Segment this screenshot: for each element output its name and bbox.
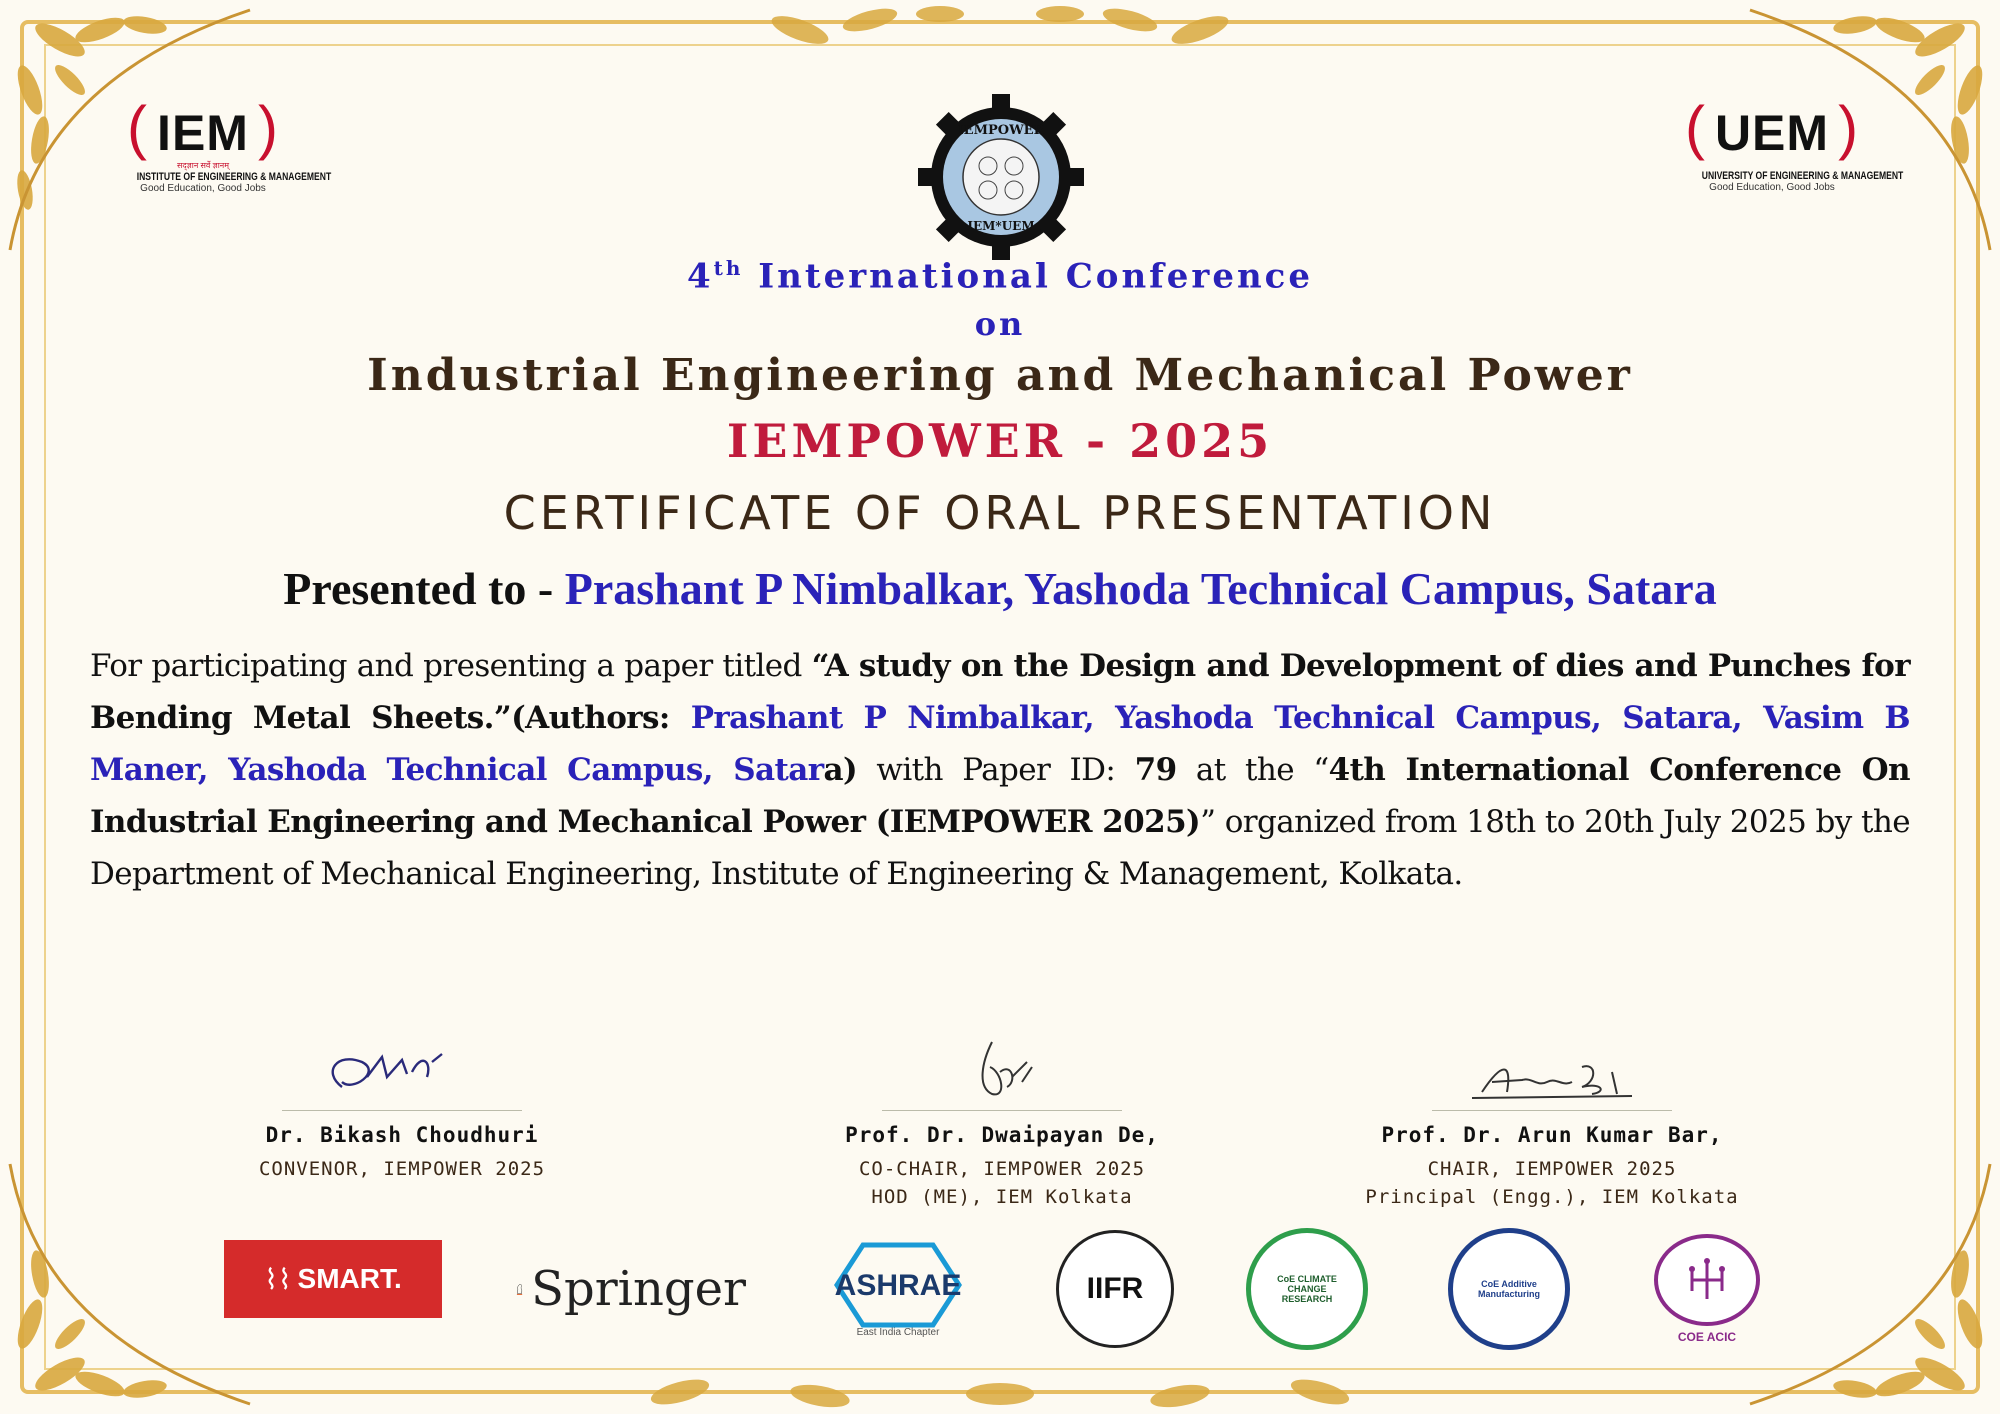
dna-icon: ⌇⌇ xyxy=(264,1263,292,1295)
iem-tagline: Good Education, Good Jobs xyxy=(140,183,266,194)
signature-line xyxy=(1432,1110,1672,1111)
paper-id: 79 xyxy=(1134,752,1177,788)
iempower-gear-emblem xyxy=(918,94,1084,260)
conference-on: on xyxy=(974,305,1026,343)
smart-logo-text: SMART. xyxy=(297,1263,402,1294)
conference-short-name: IEMPOWER - 2025 xyxy=(726,414,1274,468)
iem-logo-text: IEM xyxy=(157,105,249,161)
ashrae-hexagon-icon xyxy=(833,1241,963,1331)
certificate-body xyxy=(90,640,1910,900)
coe-acic-logo xyxy=(1654,1234,1760,1344)
signature-arun xyxy=(1432,1032,1672,1104)
edition-suffix: th xyxy=(713,256,744,280)
springer-logo-text: Springer xyxy=(531,1261,746,1317)
signatory-role: CONVENOR, IEMPOWER 2025 xyxy=(258,1158,546,1180)
signatory-name: Prof. Dr. Arun Kumar Bar, xyxy=(1381,1123,1723,1147)
organized-details: ” organized from 18th to 20th July 2025 by the Department of Mechanical Engineering, Institute of Engineering & Management, Kolkata. xyxy=(90,804,1910,892)
signature-bikash xyxy=(282,1032,522,1104)
coe-additive-seal xyxy=(1448,1228,1570,1350)
floral-bottom-center xyxy=(620,1344,1380,1414)
signatory-role-line-1: CHAIR, IEMPOWER 2025 xyxy=(1427,1158,1677,1180)
authors-open: (Authors: xyxy=(511,700,691,736)
iem-motto: सद्‌ज्ञान सर्वे ज्ञानम् xyxy=(176,161,230,170)
conference-name: Industrial Engineering and Mechanical Power xyxy=(367,350,1633,401)
paper-id-label: with Paper ID: xyxy=(857,752,1135,788)
signatory-co-chair xyxy=(792,1032,1212,1211)
signatory-chair xyxy=(1342,1032,1762,1211)
ashrae-sub-text: East India Chapter xyxy=(856,1326,940,1338)
signatory-role xyxy=(792,1155,1212,1211)
signatory-name: Prof. Dr. Dwaipayan De, xyxy=(845,1123,1159,1147)
iifr-logo-text: IIFR xyxy=(1086,1272,1144,1305)
ashrae-logo xyxy=(828,1234,968,1344)
emblem-bottom-text: IEM*UEM xyxy=(967,219,1035,233)
certificate-title: CERTIFICATE OF ORAL PRESENTATION xyxy=(503,486,1497,540)
signatory-name: Dr. Bikash Choudhuri xyxy=(265,1123,539,1147)
springer-horse-icon xyxy=(516,1249,523,1329)
signatory-convenor xyxy=(192,1032,612,1183)
emblem-top-text: IEMPOWER xyxy=(957,123,1045,138)
coe-acic-seal xyxy=(1654,1234,1760,1326)
iem-logo xyxy=(118,94,332,194)
springer-logo xyxy=(516,1234,746,1344)
presented-to xyxy=(0,562,2000,615)
presented-label: Presented to - xyxy=(283,563,565,614)
authors-tail: a xyxy=(823,752,843,788)
coe-acic-text: COE ACIC xyxy=(1677,1330,1737,1344)
iifr-seal xyxy=(1056,1230,1174,1348)
conference-title-rest: International Conference xyxy=(743,256,1314,297)
signature-line xyxy=(882,1110,1122,1111)
ashrae-logo-text: ASHRAE xyxy=(834,1268,962,1302)
conference-title xyxy=(0,256,2000,296)
signatory-role-line-2: HOD (ME), IEM Kolkata xyxy=(871,1186,1133,1208)
iem-logo-mark xyxy=(127,94,279,161)
authors-list: Prashant P Nimbalkar, Yashoda Technical Campus, Satara, Vasim B Maner, Yashoda Technical Campus, Satar xyxy=(90,700,1910,788)
signatory-role-line-1: CO-CHAIR, IEMPOWER 2025 xyxy=(858,1158,1146,1180)
iifr-logo xyxy=(1056,1234,1174,1344)
laurel-right-icon: ) xyxy=(1838,94,1860,161)
coe-climate-logo xyxy=(1246,1234,1368,1344)
laurel-right-icon: ) xyxy=(257,94,279,161)
uem-tagline: Good Education, Good Jobs xyxy=(1709,182,1835,193)
signature-dwaipayan xyxy=(882,1032,1122,1104)
paper-title: “A study on the Design and Development of dies and Punches for Bending Metal Sheets.” xyxy=(90,648,1910,736)
authors-close: ) xyxy=(842,752,858,788)
coe-climate-seal xyxy=(1246,1228,1368,1350)
signatory-role-line-2: Principal (Engg.), IEM Kolkata xyxy=(1365,1186,1739,1208)
edition-number: 4 xyxy=(686,256,714,297)
coe-climate-text: CoE CLIMATE CHANGE RESEARCH xyxy=(1277,1274,1337,1304)
conference-full-name: 4th International Conference On Industrial Engineering and Mechanical Power (IEMPOWER 2025) xyxy=(90,752,1910,840)
uem-full-name: UNIVERSITY OF ENGINEERING & MANAGEMENT xyxy=(1701,170,1904,182)
signature-line xyxy=(282,1110,522,1111)
circuit-icon xyxy=(1680,1253,1734,1307)
laurel-left-icon: ( xyxy=(127,94,149,161)
uem-logo-mark xyxy=(1684,94,1860,161)
iem-full-name: INSTITUTE OF ENGINEERING & MANAGEMENT xyxy=(136,171,332,183)
at-the: at the “ xyxy=(1176,752,1329,788)
body-intro: For participating and presenting a paper titled xyxy=(90,648,812,684)
uem-logo-text: UEM xyxy=(1714,105,1830,161)
smart-logo xyxy=(224,1240,442,1318)
laurel-left-icon: ( xyxy=(1684,94,1706,161)
coe-additive-text: CoE Additive Manufacturing xyxy=(1478,1279,1540,1299)
coe-additive-logo xyxy=(1448,1234,1570,1344)
recipient-name: Prashant P Nimbalkar, Yashoda Technical Campus, Satara xyxy=(564,563,1717,614)
uem-logo xyxy=(1682,94,1904,193)
signatory-role xyxy=(1342,1155,1762,1211)
